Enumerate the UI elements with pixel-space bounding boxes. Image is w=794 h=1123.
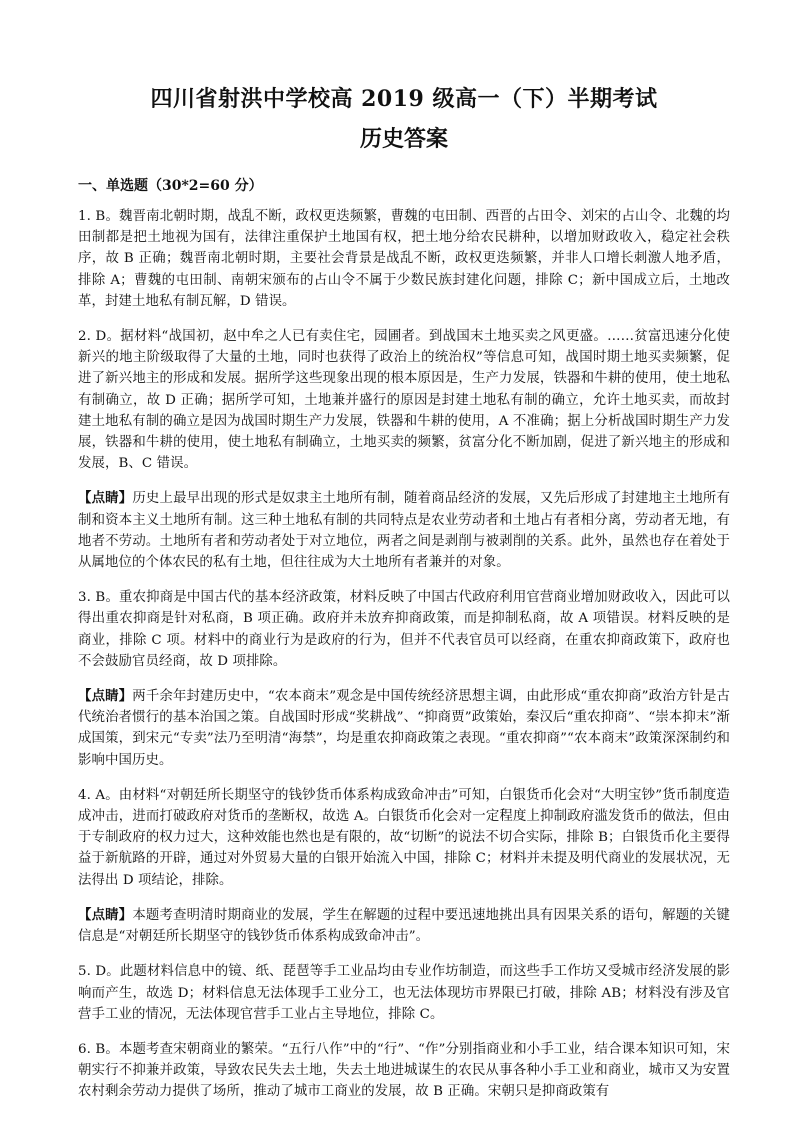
note-tag: 【点睛】	[78, 906, 133, 923]
paragraph-text: 5. D。此题材料信息中的镜、纸、琵琶等手工业品均由专业作坊制造，而这些手工作坊又受城市经济发展的影响而产生，故选 D；材料信息无法体现手工业分工，也无法体现坊市界限已打破，排除 AB；材料没有涉及官营手工业的情况，无法体现官营手工业占主导地位，排除 C。	[78, 964, 730, 1022]
paragraph-text: 2. D。据材料“战国初，赵中牟之人已有卖住宅，园圃者。到战国末土地买卖之风更盛。……贫富迅速分化使新兴的地主阶级取得了大量的土地，同时也获得了政治上的统治权”等信息可知，战国时期土地买卖频繁，促进了新兴地主的形成和发展。据所学这些现象出现的根本原因是，生产力发展，铁器和牛耕的使用，使土地私有制确立，故 D 正确；据所学可知，土地兼并盛行的原因是封建土地私有制的确立，允许土地买卖，而故封建土地私有制的确立是因为战国时期生产力发展，铁器和牛耕的使用，A 不准确；据上分析战国时期生产力发展，铁器和牛耕的使用，使土地私有制确立，土地买卖的频繁，贫富分化不断加剧，促进了新兴地主的形成和发展，B、C 错误。	[78, 329, 730, 472]
note-tag: 【点睛】	[78, 490, 133, 507]
section-heading: 一、单选题（30*2=60 分）	[78, 178, 263, 194]
paragraph-text: 历史上最早出现的形式是奴隶主土地所有制，随着商品经济的发展，又先后形成了封建地主土地所有制和资本主义土地所有制。这三种土地私有制的共同特点是农业劳动者和土地占有者相分离，劳动者无地，有地者不劳动。土地所有者和劳动者处于对立地位，两者之间是剥削与被剥削的关系。此外，虽然也存在着处于从属地位的个体农民的私有土地，但往往成为大土地所有者兼并的对象。	[78, 491, 730, 571]
answer-paragraph-2	[78, 326, 730, 474]
paragraph-text: 3. B。重农抑商是中国古代的基本经济政策，材料反映了中国古代政府利用官营商业增加财政收入，因此可以得出重农抑商是针对私商，B 项正确。政府并未放弃抑商政策，而是抑制私商，故 A 项错误。材料反映的是商业，排除 C 项。材料中的商业行为是政府的行为，但并不代表官员可以经商，在重农抑商政策下，政府也不会鼓励官员经商，故 D 项排除。	[78, 590, 730, 669]
note-paragraph-3	[78, 686, 730, 771]
answer-paragraph-1	[78, 206, 730, 312]
note-tag: 【点睛】	[78, 688, 133, 705]
paragraph-text: 4. A。由材料“对朝廷所长期坚守的钱钞货币体系构成致命冲击”可知，白银货币化会对“大明宝钞”货币制度造成冲击，进而打破政府对货币的垄断权，故选 A。白银货币化会对一定程度上抑制政府滥发货币的做法，但由于专制政府的权力过大，这种效能也然也是有限的，故“切断”的说法不切合实际，排除 B；白银货币化主要得益于新航路的开辟，通过对外贸易大量的白银开始流入中国，排除 C；材料并未提及明代商业的发展状况，无法得出 D 项结论，排除。	[78, 787, 730, 888]
paragraph-text: 6. B。本题考查宋朝商业的繁荣。“五行八作”中的“行”、“作”分别指商业和小手工业，结合课本知识可知，宋朝实行不抑兼并政策，导致农民失去土地，失去土地进城谋生的农民从事各种小手工业和商业，城市又为安置农村剩余劳动力提供了场所，推动了城市工商业的发展，故 B 正确。宋朝只是抑商政策有	[78, 1041, 730, 1100]
answer-paragraph-6	[78, 1039, 730, 1103]
paragraph-text: 本题考查明清时期商业的发展，学生在解题的过程中要迅速地挑出具有因果关系的语句，解题的关键信息是“对朝廷所长期坚守的钱钞货币体系构成致命冲击”。	[78, 907, 730, 945]
paragraph-text: 1. B。魏晋南北朝时期，战乱不断，政权更迭频繁，曹魏的屯田制、西晋的占田令、刘宋的占山令、北魏的均田制都是把土地视为国有，法律注重保护土地国有权，把土地分给农民耕种，以增加财政收入，稳定社会秩序，故 B 正确；魏晋南北朝时期，主要社会背景是战乱不断，政权更迭频繁，并非人口增长刺激人地矛盾，排除 A；曹魏的屯田制、南朝宋颁布的占山令不属于少数民族封建化问题，排除 C；新中国成立后，土地改革，封建土地私有制瓦解，D 错误。	[78, 209, 730, 309]
paragraph-text: 两千余年封建历史中，“农本商末”观念是中国传统经济思想主调，由此形成“重农抑商”政治方针是古代统治者惯行的基本治国之策。自战国时形成“奖耕战”、“抑商贾”政策始，秦汉后“重农抑商”、“崇本抑末”渐成国策，到宋元“专卖”法乃至明清“海禁”，均是重农抑商政策之表现。“重农抑商”“农本商末”政策深深制约和影响中国历史。	[78, 689, 730, 768]
document-subtitle: 历史答案	[359, 126, 448, 152]
answer-paragraph-5	[78, 961, 730, 1025]
note-paragraph-4	[78, 905, 730, 947]
answer-paragraph-4	[78, 785, 730, 891]
answer-paragraph-3	[78, 587, 730, 672]
document-title: 四川省射洪中学校高 2019 级高一（下）半期考试	[150, 86, 658, 112]
note-paragraph-2	[78, 488, 730, 573]
